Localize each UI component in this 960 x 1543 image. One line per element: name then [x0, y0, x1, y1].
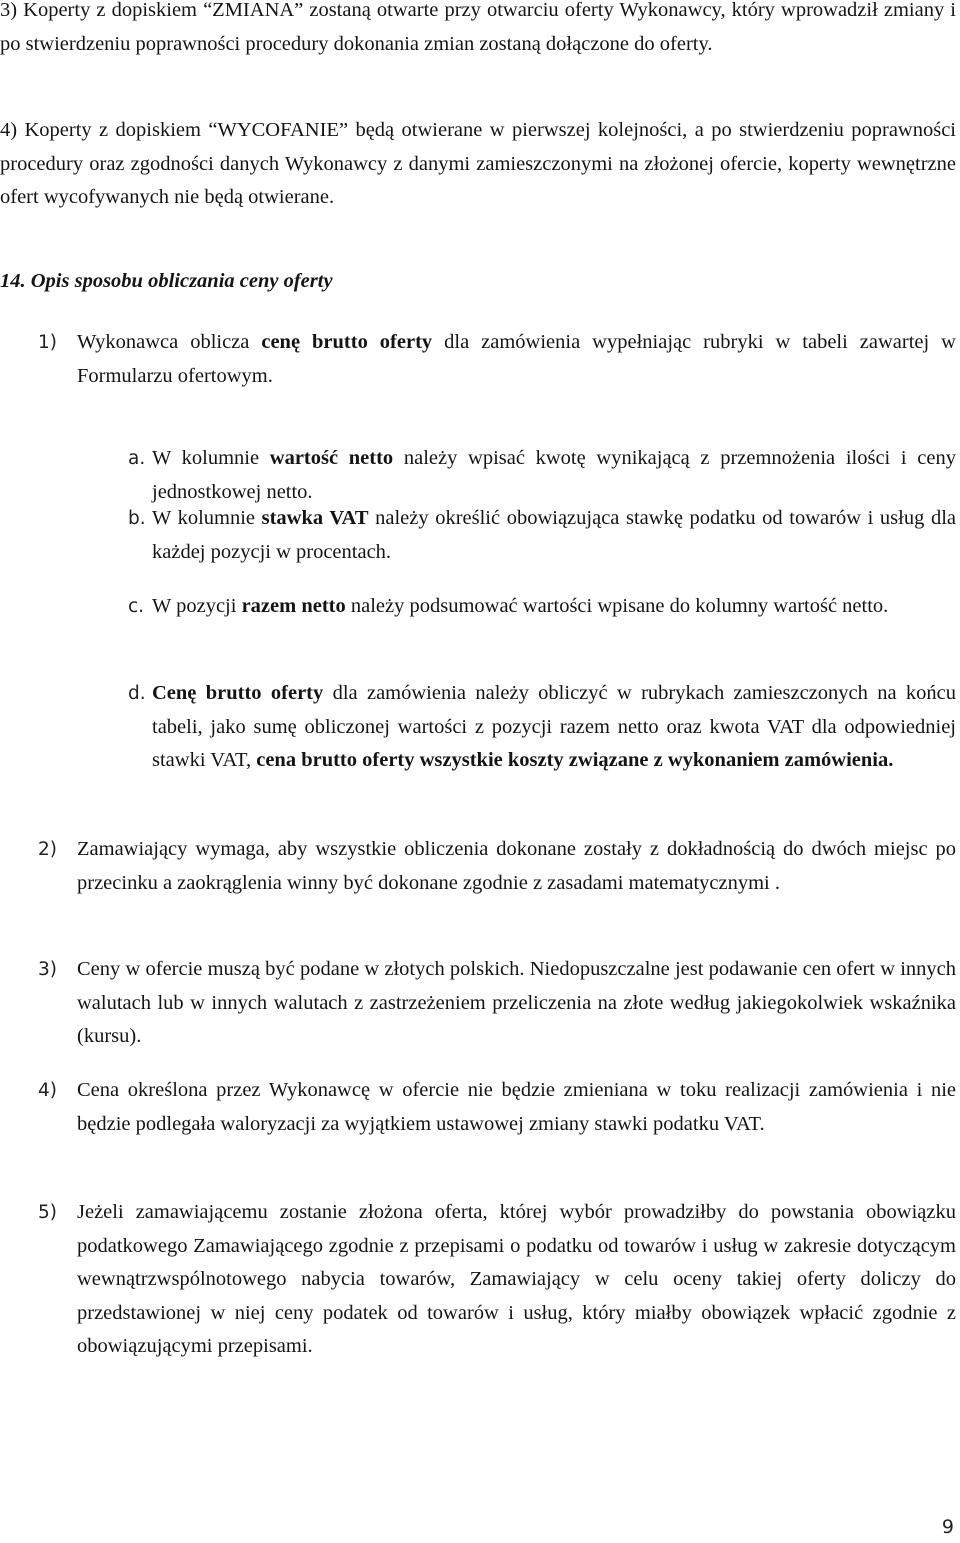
text-segment: Zamawiający wymaga, aby wszystkie obliczenia dokonane zostały z dokładnością do dwóch miejsc po przecinku a zaokrąglenia winny być dokonane zgodnie z zasadami matematycznymi . [77, 838, 956, 894]
list-item-marker: b. [128, 508, 146, 529]
text-segment: Cena określona przez Wykonawcę w ofercie nie będzie zmieniana w toku realizacji zamówienia i nie będzie podlegała waloryzacji za wyjątkiem ustawowej zmiany stawki podatku VAT. [77, 1079, 956, 1135]
list-item-text [152, 442, 956, 509]
page-number: 9 [941, 1516, 954, 1538]
emphasized-text: stawka VAT [261, 507, 369, 529]
text-segment: należy wpisać kwotę wynikającą z przemnożenia ilości i ceny jednostkowej netto. [152, 447, 956, 503]
list-item-text [152, 590, 956, 624]
list-item-marker: a. [128, 448, 146, 469]
list-item-text [77, 833, 956, 900]
paragraph-4: 4) Koperty z dopiskiem “WYCOFANIE” będą otwierane w pierwszej kolejności, a po stwierdzeniu poprawności procedury oraz zgodności danych Wykonawcy z danymi zamieszczonymi na złożonej ofercie, koperty wewnętrzne ofert wycofywanych nie będą otwierane. [0, 119, 956, 208]
list-item-text [152, 502, 956, 569]
section-heading: 14. Opis sposobu obliczania ceny oferty [0, 270, 333, 292]
list-item-marker: c. [128, 596, 145, 617]
emphasized-text: razem netto [241, 595, 346, 617]
list-item-marker: 3) [38, 959, 57, 980]
list-item-marker: 1) [38, 332, 57, 353]
text-segment: należy podsumować wartości wpisane do kolumny wartość netto. [345, 595, 889, 617]
emphasized-text: cena brutto oferty wszystkie koszty związane z wykonaniem zamówienia. [256, 749, 894, 771]
emphasized-text: cenę brutto oferty [261, 331, 433, 353]
text-segment: W kolumnie [152, 507, 262, 529]
list-item-text [77, 326, 956, 393]
text-segment: dla zamówienia należy obliczyć w rubrykach zamieszczonych na końcu tabeli, jako sumę obliczonej wartości z pozycji razem netto oraz kwota VAT dla odpowiedniej stawki VAT, [152, 682, 956, 771]
list-item-marker: 2) [38, 839, 57, 860]
text-segment: Wykonawca oblicza [77, 331, 262, 353]
emphasized-text: wartość netto [269, 447, 394, 469]
emphasized-text: Cenę brutto oferty [152, 682, 324, 704]
list-item-marker: d. [128, 683, 146, 704]
text-segment: należy określić obowiązująca stawkę podatku od towarów i usług dla każdej pozycji w procentach. [152, 507, 956, 563]
list-item-text [77, 1074, 956, 1141]
text-segment: dla zamówienia wypełniając rubryki w tabeli zawartej w Formularzu ofertowym. [77, 331, 956, 387]
text-segment: W kolumnie [152, 447, 270, 469]
list-item-text [152, 677, 956, 778]
list-item-text [77, 1196, 956, 1364]
text-segment: Ceny w ofercie muszą być podane w złotych polskich. Niedopuszczalne jest podawanie cen ofert w innych walutach lub w innych walutach z zastrzeżeniem przeliczenia na złote według jakiegokolwiek wskaźnika (kursu). [77, 958, 956, 1047]
text-segment: W pozycji [152, 595, 242, 617]
list-item-marker: 4) [38, 1080, 57, 1101]
paragraph-3: 3) Koperty z dopiskiem “ZMIANA” zostaną otwarte przy otwarciu oferty Wykonawcy, który wprowadził zmiany i po stwierdzeniu poprawności procedury dokonania zmian zostaną dołączone do oferty. [0, 0, 956, 55]
text-segment: Jeżeli zamawiającemu zostanie złożona oferta, której wybór prowadziłby do powstania obowiązku podatkowego Zamawiającego zgodnie z przepisami o podatku od towarów i usług w zakresie dotyczącym wewnątrzwspólnotowego nabycia towarów, Zamawiający w celu oceny takiej oferty doliczy do przedstawionej w niej ceny podatek od towarów i usług, który miałby obowiązek wpłacić zgodnie z obowiązującymi przepisami. [77, 1201, 956, 1357]
list-item-text [77, 953, 956, 1054]
list-item-marker: 5) [38, 1202, 57, 1223]
